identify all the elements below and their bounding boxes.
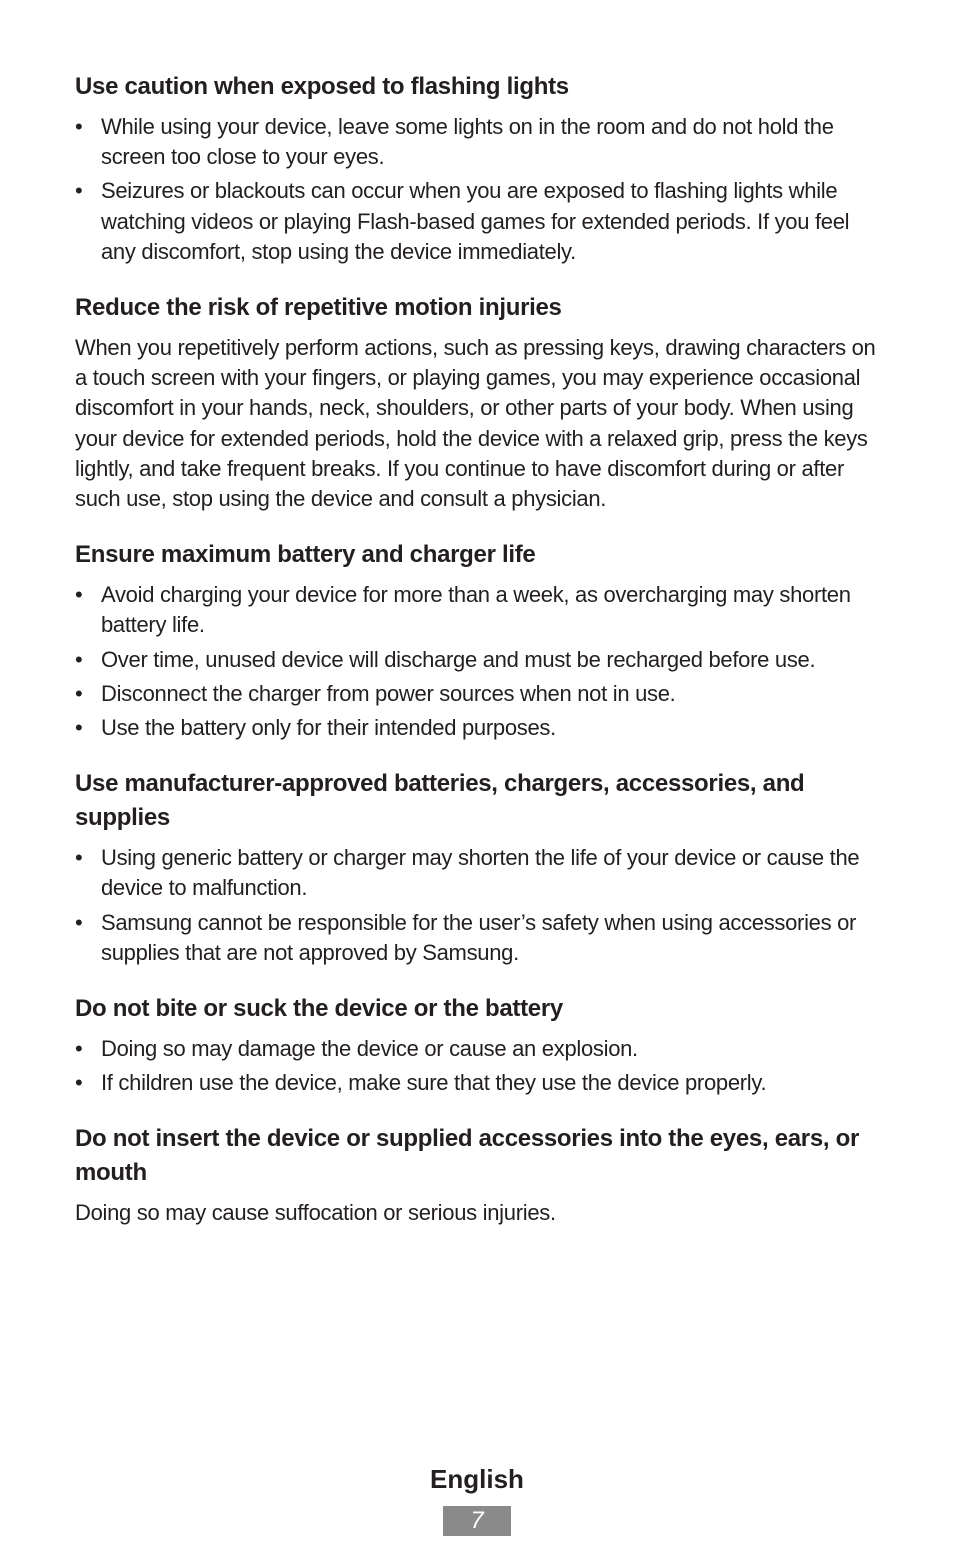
list-item: • If children use the device, make sure that they use the device properly. (75, 1068, 883, 1098)
section-approved-accessories (75, 767, 883, 968)
section-heading: Reduce the risk of repetitive motion injuries (75, 294, 562, 322)
list-item: • While using your device, leave some lights on in the room and do not hold the screen too close to your eyes. (75, 112, 883, 172)
bullet-list (75, 1034, 883, 1098)
list-item: • Use the battery only for their intended purposes. (75, 713, 883, 743)
section-heading: Do not bite or suck the device or the battery (75, 995, 563, 1023)
section-paragraph: Doing so may cause suffocation or serious injuries. (75, 1200, 556, 1226)
list-item: • Using generic battery or charger may shorten the life of your device or cause the device to malfunction. (75, 843, 883, 903)
list-item: • Samsung cannot be responsible for the user’s safety when using accessories or supplies that are not approved by Samsung. (75, 908, 883, 968)
list-item: • Seizures or blackouts can occur when you are exposed to flashing lights while watching videos or playing Flash-based games for extended periods. If you feel any discomfort, stop using the device immediately. (75, 176, 883, 267)
section-bite-suck (75, 992, 883, 1098)
bullet-list (75, 580, 883, 743)
section-heading: Do not insert the device or supplied accessories into the eyes, ears, or mouth (75, 1125, 860, 1187)
section-repetitive-motion (75, 291, 883, 514)
section-paragraph: When you repetitively perform actions, such as pressing keys, drawing characters on a touch screen with your fingers, or playing games, you may experience occasional discomfort in your hands, neck, shoulders, or other parts of your body. When using your device for extended periods, hold the device with a relaxed grip, press the keys lightly, and take frequent breaks. If you continue to have discomfort during or after such use, stop using the device and consult a physician. (75, 335, 876, 512)
section-heading: Ensure maximum battery and charger life (75, 541, 536, 569)
list-item: • Doing so may damage the device or cause an explosion. (75, 1034, 883, 1064)
page-number-badge: 7 (443, 1506, 511, 1536)
list-item: • Avoid charging your device for more than a week, as overcharging may shorten battery life. (75, 580, 883, 640)
footer-language: English (430, 1464, 524, 1494)
section-do-not-insert (75, 1122, 883, 1228)
section-heading: Use manufacturer-approved batteries, chargers, accessories, and supplies (75, 770, 805, 832)
section-heading: Use caution when exposed to flashing lights (75, 73, 569, 100)
list-item: • Over time, unused device will discharge and must be recharged before use. (75, 645, 883, 675)
section-battery-life (75, 538, 883, 743)
section-flashing-lights (75, 70, 883, 267)
bullet-list (75, 843, 883, 968)
list-item: • Disconnect the charger from power sources when not in use. (75, 679, 883, 709)
document-body (75, 70, 883, 1253)
bullet-list (75, 112, 883, 267)
